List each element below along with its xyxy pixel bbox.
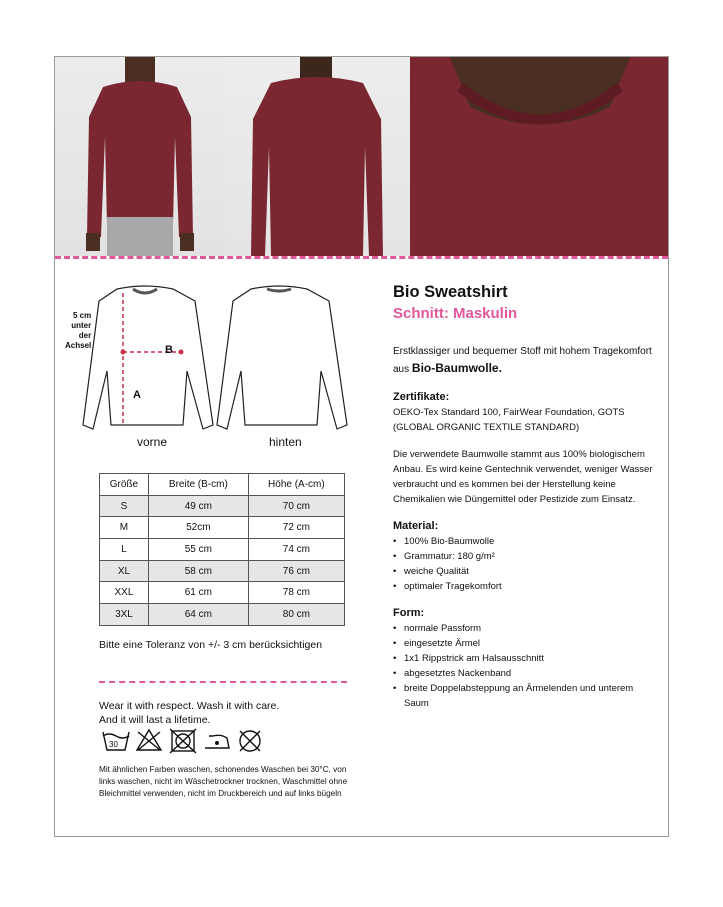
table-row: 3XL 64 cm 80 cm xyxy=(100,604,345,626)
certificates-section xyxy=(393,390,655,435)
no-tumble-dry-icon xyxy=(170,729,196,753)
cert-text: OEKO-Tex Standard 100, FairWear Foundation, GOTS (GLOBAL ORGANIC TEXTILE STANDARD) xyxy=(393,407,625,433)
table-row: L 55 cm 74 cm xyxy=(100,539,345,561)
no-bleach-icon xyxy=(137,730,161,750)
armpit-note: 5 cm unter der Achsel xyxy=(65,311,92,350)
organic-section xyxy=(393,447,655,507)
svg-text:30: 30 xyxy=(109,740,118,749)
list-item: • 1x1 Rippstrick am Halsausschnitt xyxy=(393,651,655,666)
care-slogan: Wear it with respect. Wash it with care. And it will last a lifetime. xyxy=(99,700,280,726)
intro-text: Erstklassiger und bequemer Stoff mit hohem Tragekomfort aus Bio-Baumwolle. xyxy=(393,346,652,375)
material-heading: Material: xyxy=(393,520,439,532)
list-item: • breite Doppelabsteppung an Ärmelenden und unterem Saum xyxy=(393,681,655,711)
list-item: • eingesetzte Ärmel xyxy=(393,636,655,651)
care-instructions: Mit ähnlichen Farben waschen, schonendes Waschen bei 30°C, von links waschen, nicht im Wäschetrockner trocknen, Waschmittel ohne Bleichmittel verwenden, nicht im Druckbereich und auf links bügeln xyxy=(99,765,348,798)
photo-neck-detail xyxy=(410,57,668,256)
label-a: A xyxy=(133,389,141,401)
col-width: Breite (B-cm) xyxy=(148,474,248,496)
organic-text: Die verwendete Baumwolle stammt aus 100% biologischem Anbau. Es wird keine Gentechnik verwendet, weniger Wasser verbraucht und es kommen bei der Herstellung keine Chemikalien wie Düngemittel oder Pestizide zum Einsatz. xyxy=(393,449,653,505)
list-item: • normale Passform xyxy=(393,621,655,636)
front-label: vorne xyxy=(137,435,168,449)
photo-front xyxy=(55,57,225,256)
tolerance-note: Bitte eine Toleranz von +/- 3 cm berücksichtigen xyxy=(99,639,323,651)
list-item: • Grammatur: 180 g/m² xyxy=(393,549,655,564)
wash-30-icon xyxy=(103,732,129,750)
product-subtitle: Schnitt: Maskulin xyxy=(393,305,518,322)
label-b: B xyxy=(165,344,173,356)
material-section xyxy=(393,519,655,594)
care-symbols xyxy=(101,728,271,754)
shirt-flat-sketch xyxy=(55,275,355,455)
table-row: S 49 cm 70 cm xyxy=(100,495,345,517)
no-dry-clean-icon xyxy=(240,731,260,751)
col-size: Größe xyxy=(100,474,149,496)
photo-strip xyxy=(55,57,668,256)
divider-top xyxy=(55,256,668,259)
table-header-row xyxy=(100,474,345,496)
divider-mid xyxy=(99,681,347,683)
table-row: XXL 61 cm 78 cm xyxy=(100,582,345,604)
form-section xyxy=(393,606,655,711)
back-label: hinten xyxy=(269,435,302,449)
form-heading: Form: xyxy=(393,607,425,619)
table-row: M 52cm 72 cm xyxy=(100,517,345,539)
cert-heading: Zertifikate: xyxy=(393,391,450,403)
iron-low-icon xyxy=(205,735,229,748)
list-item: • abgesetztes Nackenband xyxy=(393,666,655,681)
size-table xyxy=(99,473,345,626)
list-item: • weiche Qualität xyxy=(393,564,655,579)
product-sheet xyxy=(54,56,669,837)
list-item: • 100% Bio-Baumwolle xyxy=(393,534,655,549)
material-list xyxy=(393,534,655,594)
table-row: XL 58 cm 76 cm xyxy=(100,560,345,582)
form-list xyxy=(393,621,655,711)
photo-back xyxy=(225,57,410,256)
product-title: Bio Sweatshirt xyxy=(393,283,508,301)
measurement-diagram xyxy=(55,275,355,455)
description-column xyxy=(393,283,655,711)
list-item: • optimaler Tragekomfort xyxy=(393,579,655,594)
col-height: Höhe (A-cm) xyxy=(248,474,344,496)
